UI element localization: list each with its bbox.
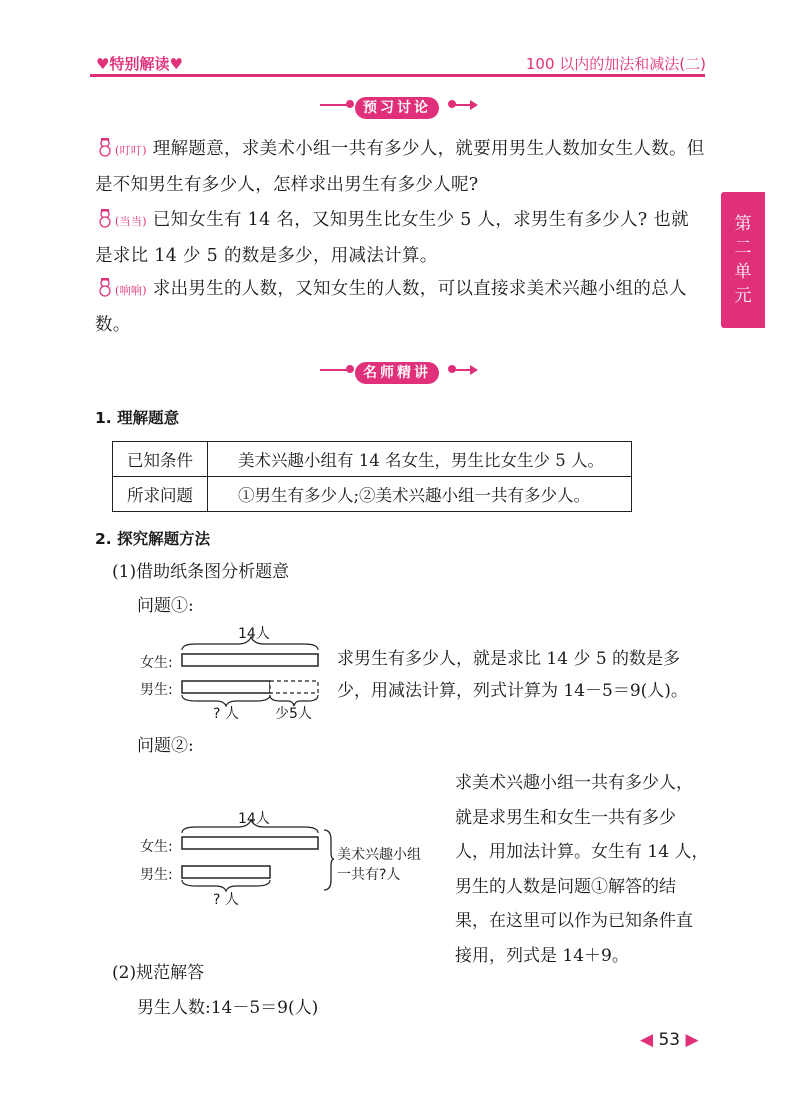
dialogue-xiangxiang	[95, 272, 705, 343]
q1-label: 问题①:	[137, 596, 194, 616]
side-tab-char: 第	[734, 214, 752, 234]
header-divider	[90, 74, 705, 77]
part2-heading: 2. 探究解题方法	[95, 530, 211, 548]
section-banner-preview	[300, 90, 500, 120]
q2-strip-diagram	[176, 815, 336, 895]
q1-question-label: ? 人	[213, 706, 239, 722]
dialogue-dangdang	[95, 203, 705, 274]
side-tab-char: 二	[734, 238, 752, 258]
table-key: 所求问题	[113, 477, 208, 512]
header-left-title: ♥特别解读♥	[96, 55, 183, 73]
q1-boy-label: 男生:	[140, 682, 173, 698]
page-number	[640, 1030, 699, 1050]
q2-brace-label2: 一共有?人	[337, 867, 401, 883]
table-value: 美术兴趣小组有 14 名女生，男生比女生少 5 人。	[208, 442, 632, 477]
part1-heading: 1. 理解题意	[95, 409, 180, 427]
speaker-label: (响响)	[115, 284, 147, 297]
q2-explanation-line: 人，用加法计算。女生有 14 人，	[455, 842, 709, 862]
snowman-icon	[95, 277, 115, 297]
sub1-heading: (1)借助纸条图分析题意	[112, 562, 290, 582]
speaker-label: (叮叮)	[115, 144, 147, 157]
dialogue-text: 理解题意，求美术小组一共有多少人，就要用男生人数加女生人数。但是不知男生有多少人，怎样求出男生有多少人呢?	[95, 139, 705, 195]
q1-top-label: 14人	[238, 626, 270, 642]
dialogue-text: 求出男生的人数，又知女生的人数，可以直接求美术兴趣小组的总人数。	[95, 279, 687, 335]
q2-explanation-line: 求美术兴趣小组一共有多少人，	[455, 773, 693, 793]
sub2-heading: (2)规范解答	[112, 963, 205, 983]
conditions-table	[112, 441, 632, 512]
q2-top-label: 14人	[238, 811, 270, 827]
q2-explanation-line: 就是求男生和女生一共有多少	[455, 807, 676, 828]
q1-girl-label: 女生:	[140, 655, 173, 671]
snowman-icon	[95, 137, 115, 157]
prev-arrow-icon: ◀	[640, 1030, 654, 1050]
q2-boy-label: 男生:	[140, 867, 173, 883]
q2-explanation	[455, 766, 708, 973]
q1-explanation-line2: 少，用减法计算，列式计算为 14－5＝9(人)。	[337, 681, 688, 701]
q2-girl-label: 女生:	[140, 839, 173, 855]
table-key: 已知条件	[113, 442, 208, 477]
q1-strip-diagram	[176, 632, 326, 707]
q2-explanation-line: 果，在这里可以作为已知条件直	[455, 911, 693, 931]
table-row	[113, 442, 632, 477]
section-title-teacher: 名师精讲	[355, 362, 439, 384]
q2-explanation-line: 男生的人数是问题①解答的结	[455, 876, 676, 897]
q1-explanation-line1: 求男生有多少人，就是求比 14 少 5 的数是多	[337, 649, 681, 669]
section-title-preview: 预习讨论	[355, 97, 439, 119]
q2-label: 问题②:	[137, 736, 194, 756]
side-tab-char: 元	[734, 286, 752, 306]
dialogue-dingding	[95, 132, 705, 203]
next-arrow-icon: ▶	[685, 1030, 699, 1050]
q1-less-label: 少5人	[275, 706, 312, 722]
q2-brace-label1: 美术兴趣小组	[337, 847, 421, 863]
table-row	[113, 477, 632, 512]
table-value: ①男生有多少人;②美术兴趣小组一共有多少人。	[208, 477, 632, 512]
header-chapter-title: 100 以内的加法和减法(二)	[525, 55, 706, 73]
snowman-icon	[95, 208, 115, 228]
q2-explanation-line: 接用，列式是 14＋9。	[455, 945, 629, 966]
dialogue-text: 已知女生有 14 名，又知男生比女生少 5 人，求男生有多少人? 也就是求比 14 少 5 的数是多少，用减法计算。	[95, 210, 689, 266]
side-tab-char: 单	[734, 262, 752, 282]
q2-question-label: ? 人	[213, 892, 239, 908]
section-banner-teacher	[300, 355, 500, 385]
speaker-label: (当当)	[115, 215, 147, 228]
answer-boys: 男生人数:14－5＝9(人)	[137, 998, 319, 1018]
page-number-value: 53	[658, 1030, 681, 1050]
unit-side-tab	[721, 192, 765, 328]
